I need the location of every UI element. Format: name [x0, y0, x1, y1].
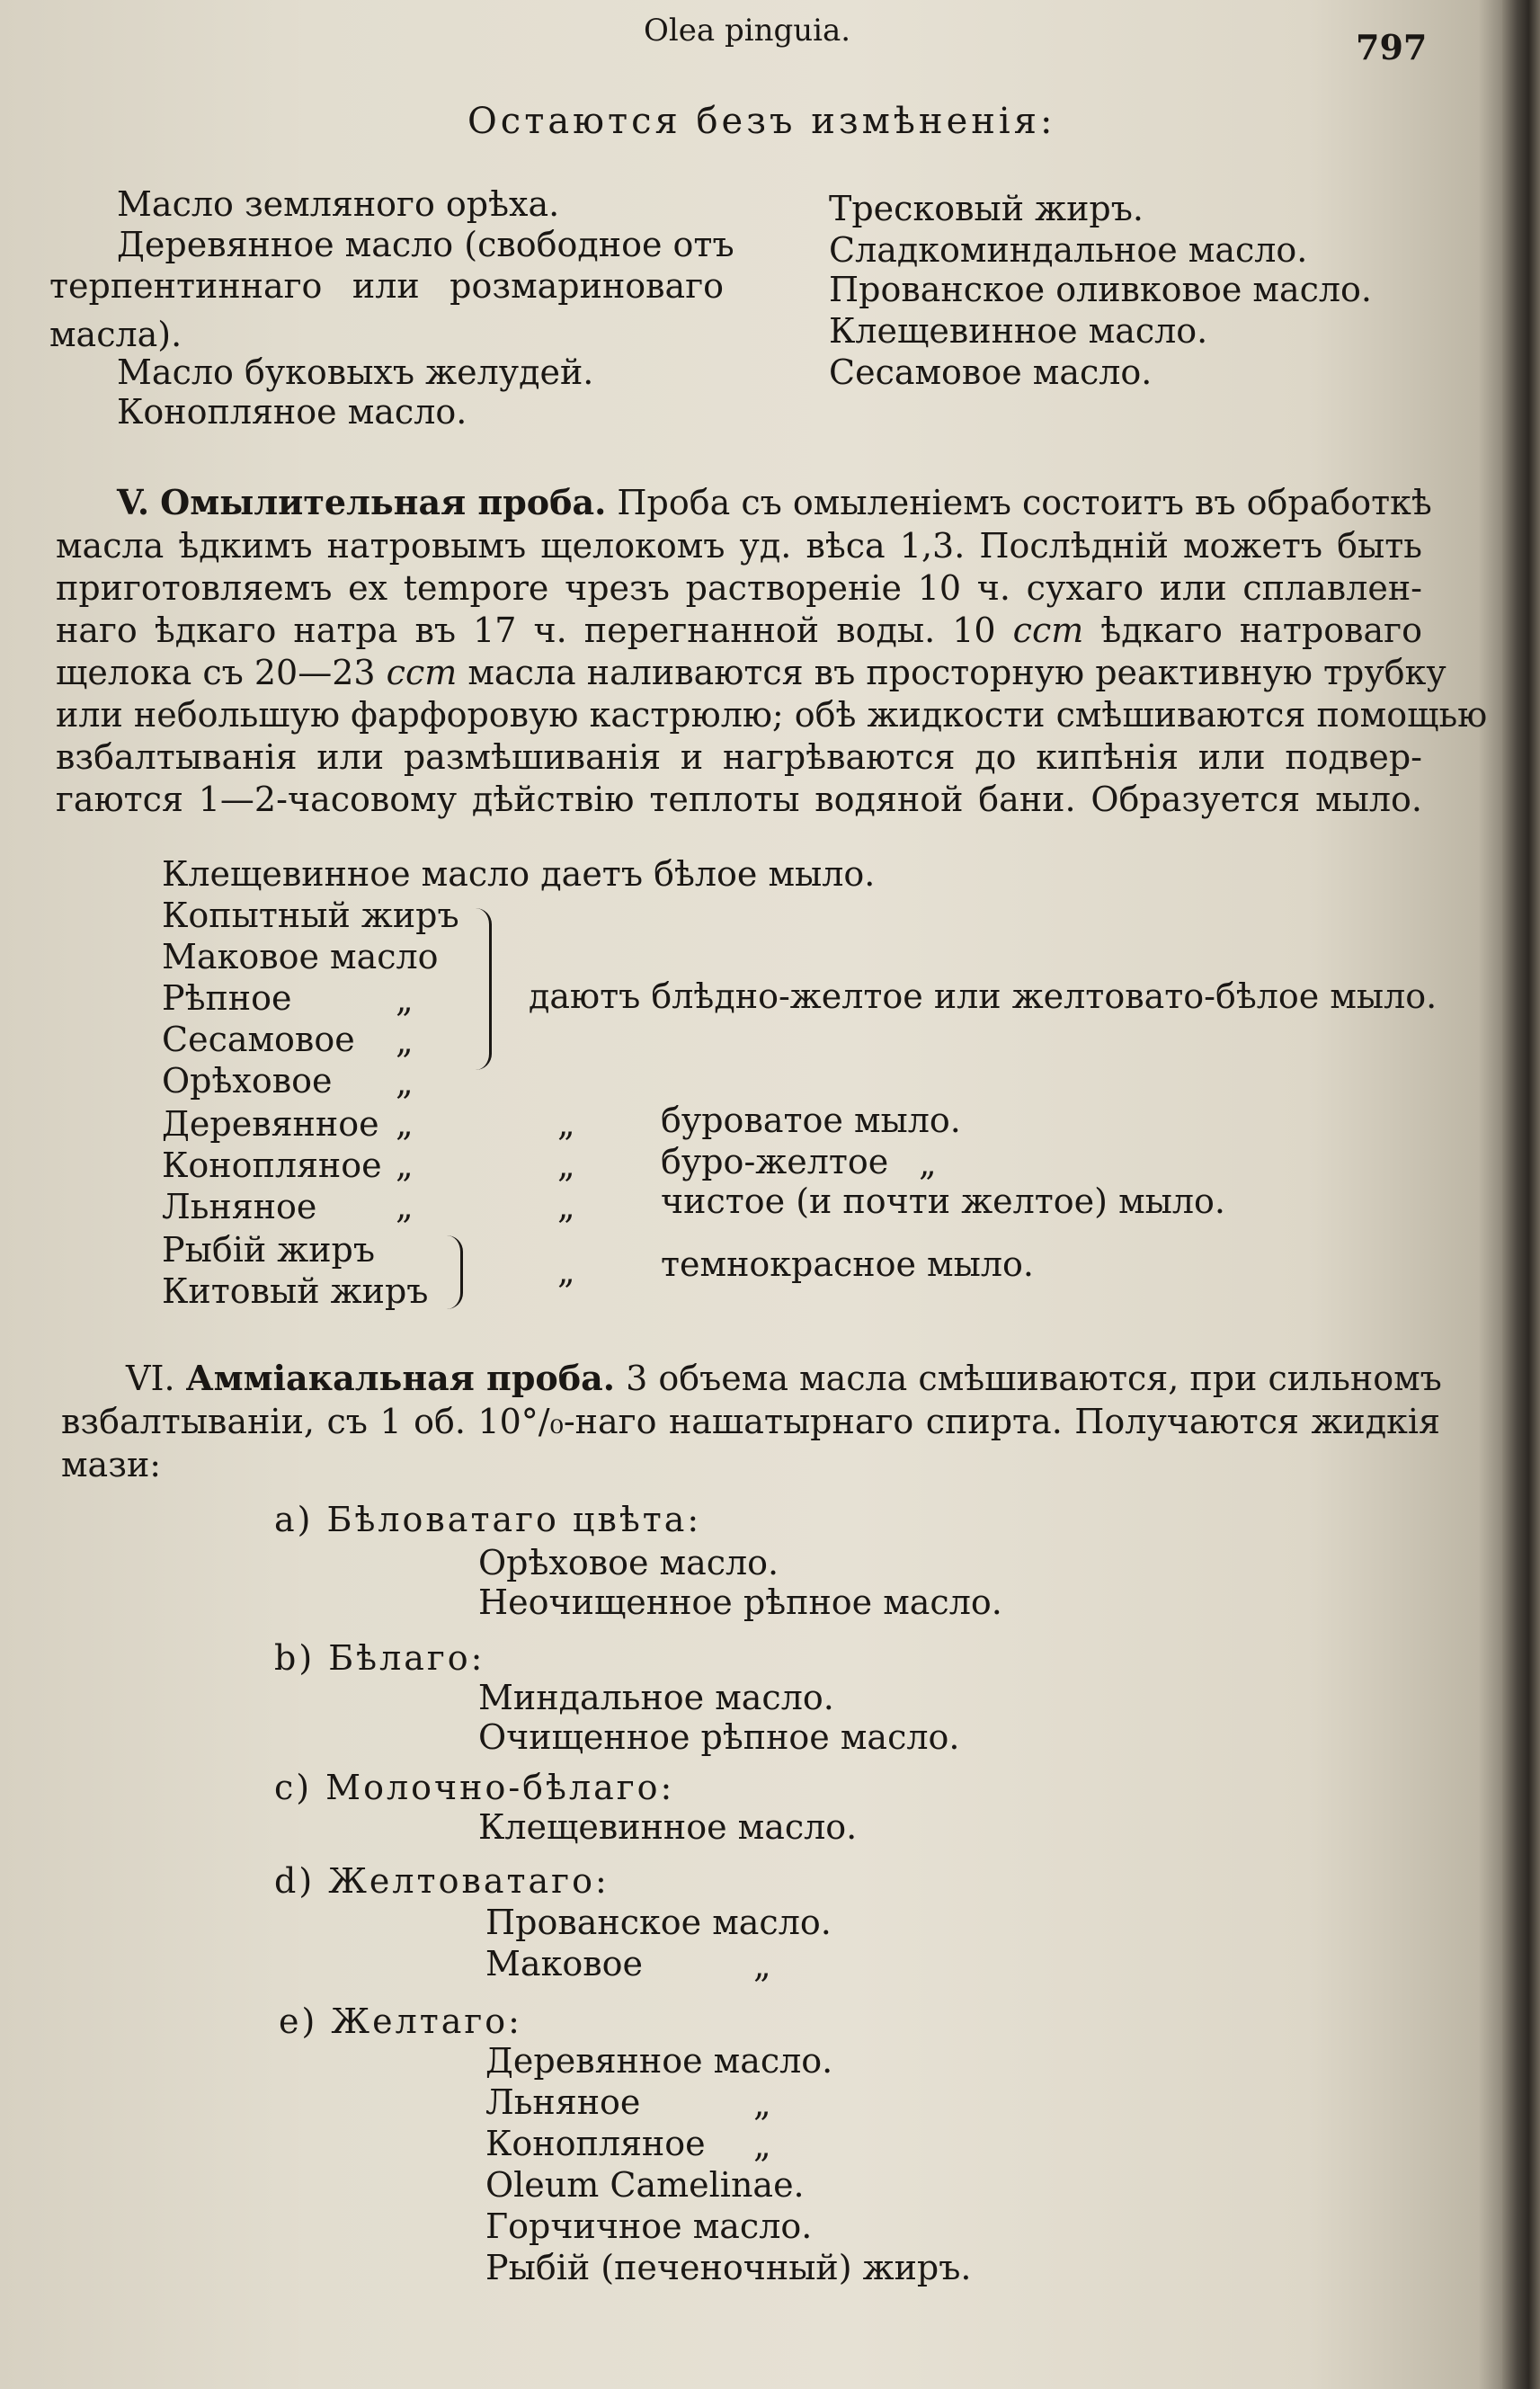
- section5-line-4-text: наго ѣдкаго натра въ 17 ч. перегнанной воды. 10: [56, 611, 996, 650]
- section5-line-2: масла ѣдкимъ натровымъ щелокомъ уд. вѣса 1,3. Послѣдній можетъ быть: [56, 526, 1422, 566]
- section5-line-5-text: щелока съ 20—23: [56, 653, 376, 692]
- group-e-ditto-2: „: [753, 2126, 771, 2165]
- unchanged-left-4: масла).: [49, 315, 182, 354]
- section5-first-line: [117, 482, 1432, 523]
- section5-line-7: взбалтыванія или размѣшиванія и нагрѣваются до кипѣнія или подвер-: [56, 737, 1422, 777]
- section6-line-3: мази:: [61, 1445, 162, 1484]
- ditto-3: „: [396, 1063, 414, 1102]
- soap-group1-4: Сесамовое: [162, 1020, 355, 1059]
- section5-line-4: [56, 610, 1422, 651]
- group-d-label: d) Желтоватаго:: [274, 1861, 610, 1901]
- group-e-item-5: Горчичное масло.: [485, 2206, 813, 2246]
- section5-title: Омылительная проба.: [160, 482, 607, 522]
- soap-row-3-ditto: „: [396, 1187, 414, 1226]
- soap-row-2-ditto: „: [396, 1145, 414, 1185]
- unchanged-right-2: Сладкоминдальное масло.: [829, 230, 1308, 270]
- group-e-label: e) Желтаго:: [279, 2001, 522, 2041]
- section6-line-1: 3 объема масла смѣшиваются, при сильномъ: [626, 1359, 1442, 1398]
- group-e-item-3: Конопляное: [485, 2124, 706, 2163]
- group-e-item-2: Льняное: [485, 2082, 641, 2122]
- soap-row-1-ditto: „: [396, 1104, 414, 1144]
- soap-row-3-name: Льняное: [162, 1187, 317, 1226]
- unchanged-left-2: Деревянное масло (свободное отъ: [117, 225, 734, 264]
- group-e-item-1: Деревянное масло.: [485, 2041, 833, 2081]
- ditto-2: „: [396, 1021, 414, 1061]
- soap-first: Клещевинное масло даетъ бѣлое мыло.: [162, 854, 876, 894]
- soap-group2-mark: „: [557, 1252, 575, 1291]
- group-c-item-1: Клещевинное масло.: [478, 1807, 858, 1847]
- soap-group1-1: Копытный жиръ: [162, 896, 459, 935]
- book-page-edge: [1502, 0, 1540, 2389]
- brace-group1: [469, 908, 492, 1070]
- section6-number: VI.: [126, 1359, 175, 1398]
- group-e-item-6: Рыбій (печеночный) жиръ.: [485, 2248, 972, 2287]
- section5-line-3: приготовляемъ ex tempore чрезъ раствореніе 10 ч. сухаго или сплавлен-: [56, 568, 1422, 608]
- group-d-item-1: Прованское масло.: [485, 1903, 832, 1942]
- unchanged-right-1: Тресковый жиръ.: [829, 189, 1144, 228]
- soap-group1-result: даютъ блѣдно-желтое или желтовато-бѣлое мыло.: [529, 976, 1438, 1016]
- soap-group2-result: темнокрасное мыло.: [661, 1244, 1034, 1284]
- group-d-item-2: Маковое: [485, 1944, 643, 1983]
- section5-line-4-tail: ѣдкаго натроваго: [1100, 611, 1422, 650]
- section5-number: V.: [117, 482, 150, 522]
- soap-group1-5: Орѣховое: [162, 1061, 333, 1101]
- section6-title: Амміакальная проба.: [185, 1358, 615, 1398]
- section5-unit-ccm: ccm: [1012, 611, 1084, 650]
- soap-row-2-result-mark: „: [919, 1144, 937, 1183]
- section5-line-6: или небольшую фарфоровую кастрюлю; обѣ жидкости смѣшиваются помощью: [56, 695, 1488, 735]
- page-number: 797: [1356, 27, 1428, 67]
- unchanged-right-3: Прованское оливковое масло.: [829, 270, 1372, 309]
- unchanged-right-4: Клещевинное масло.: [829, 311, 1208, 351]
- soap-group2-2: Китовый жиръ: [162, 1271, 429, 1311]
- soap-row-2-mark: „: [557, 1145, 575, 1185]
- soap-row-1-result: буроватое мыло.: [661, 1101, 961, 1140]
- soap-group1-3: Рѣпное: [162, 978, 292, 1018]
- section5-line-5-tail: масла наливаются въ просторную реактивную трубку: [467, 653, 1447, 692]
- unchanged-left-3: терпентиннаго или розмариноваго: [49, 266, 724, 306]
- group-e-item-4: Oleum Camelinae.: [485, 2165, 805, 2205]
- running-title: Olea pinguia.: [644, 13, 851, 49]
- unchanged-right-5: Сесамовое масло.: [829, 352, 1153, 392]
- section5-line-8: гаются 1—2-часовому дѣйствію теплоты водяной бани. Образуется мыло.: [56, 780, 1422, 819]
- soap-row-3-result: чистое (и почти желтое) мыло.: [661, 1181, 1225, 1221]
- soap-group1-2: Маковое масло: [162, 937, 439, 976]
- unchanged-left-6: Конопляное масло.: [117, 392, 467, 432]
- group-a-label: a) Бѣловатаго цвѣта:: [274, 1500, 702, 1539]
- ditto-1: „: [396, 980, 414, 1020]
- group-b-item-2: Очищенное рѣпное масло.: [478, 1717, 960, 1757]
- soap-row-2-result: буро-желтое: [661, 1142, 889, 1181]
- group-a-item-1: Орѣховое масло.: [478, 1543, 779, 1582]
- section5-line-5: [56, 652, 1447, 693]
- group-b-item-1: Миндальное масло.: [478, 1678, 834, 1717]
- group-d-ditto: „: [753, 1946, 771, 1985]
- unchanged-left-5: Масло буковыхъ желудей.: [117, 352, 594, 392]
- soap-row-3-mark: „: [557, 1187, 575, 1226]
- brace-group2: [444, 1235, 463, 1309]
- soap-row-2-name: Конопляное: [162, 1145, 382, 1185]
- group-c-label: c) Молочно-бѣлаго:: [274, 1768, 675, 1807]
- group-a-item-2: Неочищенное рѣпное масло.: [478, 1582, 1002, 1622]
- soap-row-1-mark: „: [557, 1104, 575, 1144]
- section6-line-2: взбалтываніи, съ 1 об. 10°/₀-наго нашатырнаго спирта. Получаются жидкія: [61, 1402, 1440, 1441]
- soap-row-1-name: Деревянное: [162, 1104, 379, 1144]
- group-b-label: b) Бѣлаго:: [274, 1638, 485, 1678]
- soap-group2-1: Рыбій жиръ: [162, 1230, 376, 1270]
- group-e-ditto-1: „: [753, 2084, 771, 2124]
- section5-unit-ccm-2: ccm: [386, 653, 458, 692]
- section6-first-line: [126, 1358, 1440, 1399]
- unchanged-left-1: Масло земляного орѣха.: [117, 184, 560, 224]
- section5-line-1: Проба съ омыленіемъ состоитъ въ обработкѣ: [617, 483, 1432, 522]
- unchanged-title: Остаются безъ измѣненія:: [467, 101, 1056, 142]
